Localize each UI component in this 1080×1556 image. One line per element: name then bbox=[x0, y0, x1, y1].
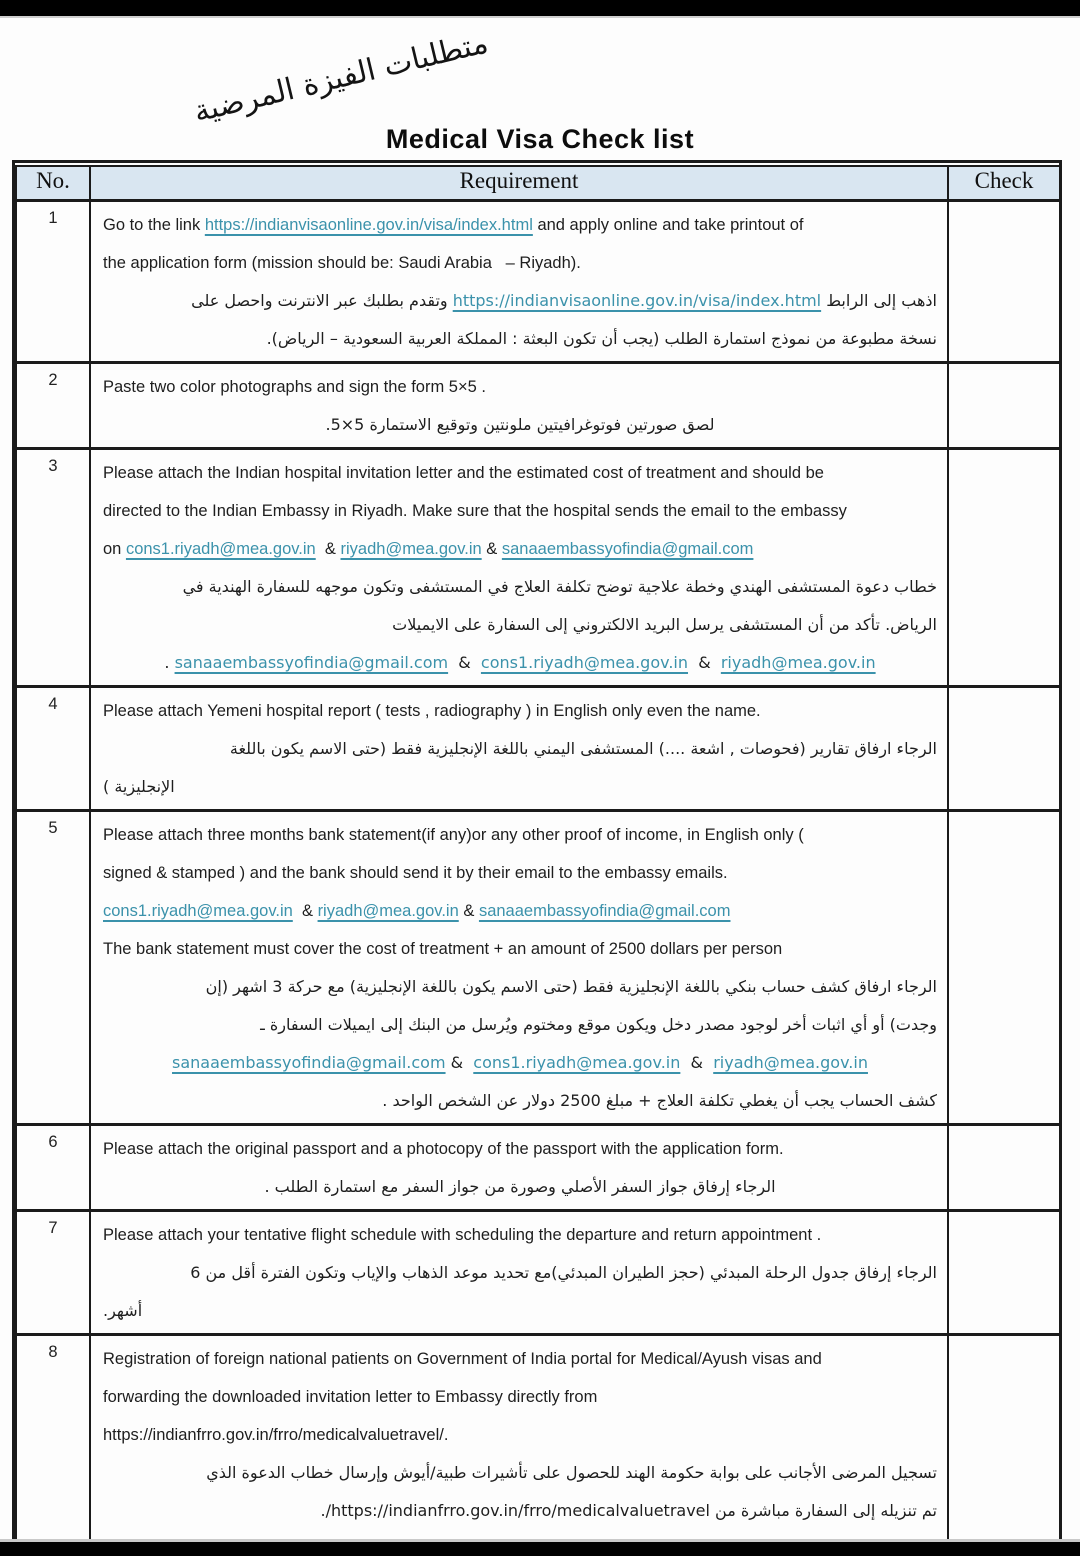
requirement-line-en bbox=[103, 892, 937, 930]
row-number: 6 bbox=[16, 1124, 90, 1210]
text-run: & bbox=[292, 901, 318, 920]
email-link[interactable]: cons1.riyadh@mea.gov.in bbox=[480, 652, 689, 672]
text-run: كشف الحساب يجب أن يغطي تكلفة العلاج + مبلغ 2500 دولار عن الشخص الواحد . bbox=[382, 1090, 937, 1110]
check-cell bbox=[948, 1124, 1060, 1210]
text-run: Paste two color photographs and sign the form 5×5 . bbox=[103, 377, 486, 396]
check-cell bbox=[948, 1210, 1060, 1334]
text-run: on bbox=[103, 539, 126, 558]
text-run: The bank statement must cover the cost of treatment + an amount of 2500 dollars per person bbox=[103, 939, 783, 958]
text-run: & bbox=[688, 652, 721, 672]
requirement-line-ar bbox=[103, 768, 937, 806]
email-link[interactable]: riyadh@mea.gov.in bbox=[317, 901, 459, 920]
text-run: & bbox=[680, 1052, 714, 1072]
email-link[interactable]: cons1.riyadh@mea.gov.in bbox=[103, 901, 293, 920]
check-cell bbox=[948, 686, 1060, 810]
requirement-line-ar bbox=[103, 320, 937, 358]
text-run: and apply online and take printout of bbox=[532, 215, 804, 234]
checklist-table bbox=[15, 165, 1061, 1556]
requirement-cell bbox=[90, 1210, 948, 1334]
requirement-line-en bbox=[103, 492, 937, 530]
email-link[interactable]: riyadh@mea.gov.in bbox=[713, 1052, 868, 1072]
text-run: تم تنزيله إلى السفارة مباشرة من https://indianfrro.gov.in/frro/medicalvaluetravel/. bbox=[320, 1500, 937, 1520]
header-no: No. bbox=[16, 166, 90, 200]
requirement-line-ar bbox=[103, 1044, 937, 1082]
text-run: الرجاء إرفاق جواز السفر الأصلي وصورة من جواز السفر مع استمارة الطلب . bbox=[264, 1176, 776, 1196]
requirement-line-en bbox=[103, 368, 937, 406]
requirement-cell bbox=[90, 448, 948, 686]
requirement-line-en bbox=[103, 854, 937, 892]
table-row bbox=[16, 200, 1060, 362]
requirement-line-ar bbox=[103, 730, 937, 768]
text-run: لصق صورتين فوتوغرافيتين ملونتين وتوقيع الاستمارة 5×5. bbox=[325, 414, 715, 434]
requirement-line-ar bbox=[103, 1454, 937, 1492]
requirement-cell bbox=[90, 200, 948, 362]
text-run: الرجاء إرفاق جدول الرحلة المبدئي (حجز الطيران المبدئي)مع تحديد موعد الذهاب والإياب وتكون الفترة أقل من 6 bbox=[190, 1262, 937, 1282]
requirement-line-en bbox=[103, 530, 937, 568]
url-link[interactable]: https://indianvisaonline.gov.in/visa/index.html bbox=[452, 290, 822, 310]
checklist-table-frame bbox=[12, 160, 1062, 1556]
row-number: 1 bbox=[16, 200, 90, 362]
text-run: & bbox=[315, 539, 341, 558]
requirement-line-ar bbox=[103, 644, 937, 682]
text-run: الرياض. تأكد من أن المستشفى يرسل البريد الالكتروني إلى السفارة على الايميلات bbox=[392, 614, 937, 634]
requirement-cell bbox=[90, 810, 948, 1124]
requirement-line-ar bbox=[103, 606, 937, 644]
text-run: الرجاء ارفاق كشف حساب بنكي باللغة الإنجليزية فقط (حتى الاسم يكون باللغة الإنجليزية) مع حركة 3 اشهر (إن bbox=[205, 976, 937, 996]
table-row bbox=[16, 448, 1060, 686]
table-row bbox=[16, 1210, 1060, 1334]
requirement-line-ar bbox=[103, 1082, 937, 1120]
requirement-line-en bbox=[103, 1130, 937, 1168]
text-run: اذهب إلى الرابط bbox=[821, 290, 937, 310]
requirement-line-ar bbox=[103, 1168, 937, 1206]
requirement-line-ar bbox=[103, 1292, 937, 1330]
requirement-line-ar bbox=[103, 406, 937, 444]
table-row bbox=[16, 1124, 1060, 1210]
text-run: Please attach your tentative flight schedule with scheduling the departure and return appointment . bbox=[103, 1225, 822, 1244]
text-run: https://indianfrro.gov.in/frro/medicalvaluetravel/. bbox=[103, 1425, 449, 1444]
text-run: Please attach three months bank statement(if any)or any other proof of income, in English only ( bbox=[103, 825, 804, 844]
text-run: الرجاء ارفاق تقارير (فحوصات , اشعة ....) المستشفى اليمني باللغة الإنجليزية فقط (حتى الاسم يكون باللغة bbox=[229, 738, 937, 758]
table-header bbox=[16, 166, 1060, 200]
text-run: directed to the Indian Embassy in Riyadh. Make sure that the hospital sends the email to the embassy bbox=[103, 501, 847, 520]
requirement-line-ar bbox=[103, 568, 937, 606]
table-row bbox=[16, 362, 1060, 448]
requirement-line-en bbox=[103, 244, 937, 282]
email-link[interactable]: sanaaembassyofindia@gmail.com bbox=[501, 539, 754, 558]
text-run: أشهر. bbox=[103, 1300, 143, 1320]
text-run: & bbox=[481, 539, 502, 558]
requirement-line-en bbox=[103, 206, 937, 244]
text-run: signed & stamped ) and the bank should send it by their email to the embassy emails. bbox=[103, 863, 728, 882]
email-link[interactable]: riyadh@mea.gov.in bbox=[340, 539, 482, 558]
row-number: 7 bbox=[16, 1210, 90, 1334]
check-cell bbox=[948, 362, 1060, 448]
page-title: Medical Visa Check list bbox=[385, 124, 695, 154]
text-run: خطاب دعوة المستشفى الهندي وخطة علاجية توضح تكلفة العلاج في المستشفى وتكون موجهه للسفارة الهندية في bbox=[182, 576, 937, 596]
text-run: & bbox=[448, 652, 481, 672]
row-number: 4 bbox=[16, 686, 90, 810]
text-run: وتقدم بطلبك عبر الانترنت واحصل على bbox=[191, 290, 453, 310]
text-run: وجدت) أو أي اثبات أخر لوجود مصدر دخل ويكون موقع ومختوم ويُرسل من البنك إلى ايميلات السفارة ـ bbox=[260, 1014, 937, 1034]
arabic-rotated-title: متطلبات الفيزة المرضية bbox=[190, 25, 492, 130]
requirement-line-ar bbox=[103, 968, 937, 1006]
title-zone bbox=[0, 18, 1080, 178]
header-check: Check bbox=[948, 166, 1060, 200]
row-number: 2 bbox=[16, 362, 90, 448]
text-run: forwarding the downloaded invitation letter to Embassy directly from bbox=[103, 1387, 598, 1406]
requirement-line-en bbox=[103, 454, 937, 492]
requirement-cell bbox=[90, 1124, 948, 1210]
requirement-cell bbox=[90, 686, 948, 810]
requirement-cell bbox=[90, 1334, 948, 1556]
email-link[interactable]: sanaaembassyofindia@gmail.com bbox=[478, 901, 731, 920]
bottom-black-bar bbox=[0, 1542, 1080, 1556]
text-run: Please attach the Indian hospital invitation letter and the estimated cost of treatment and should be bbox=[103, 463, 824, 482]
email-link[interactable]: riyadh@mea.gov.in bbox=[720, 652, 876, 672]
row-number: 3 bbox=[16, 448, 90, 686]
email-link[interactable]: cons1.riyadh@mea.gov.in bbox=[473, 1052, 681, 1072]
text-run: . bbox=[164, 652, 175, 672]
requirement-line-ar bbox=[103, 1254, 937, 1292]
email-link[interactable]: sanaaembassyofindia@gmail.com bbox=[172, 1052, 446, 1072]
email-link[interactable]: sanaaembassyofindia@gmail.com bbox=[174, 652, 449, 672]
text-run: Please attach the original passport and a photocopy of the passport with the application form. bbox=[103, 1139, 784, 1158]
requirement-line-ar bbox=[103, 282, 937, 320]
check-cell bbox=[948, 1334, 1060, 1556]
requirement-cell bbox=[90, 362, 948, 448]
text-run: & bbox=[445, 1052, 474, 1072]
table-row bbox=[16, 686, 1060, 810]
table-row bbox=[16, 810, 1060, 1124]
url-link[interactable]: https://indianvisaonline.gov.in/visa/index.html bbox=[204, 215, 533, 234]
text-run: Please attach Yemeni hospital report ( tests , radiography ) in English only even the name. bbox=[103, 701, 761, 720]
text-run: تسجيل المرضى الأجانب على بوابة حكومة الهند للحصول على تأشيرات طبية/أيوش وإرسال خطاب الدعوة الذي bbox=[206, 1462, 937, 1482]
table-row bbox=[16, 1334, 1060, 1556]
check-cell bbox=[948, 810, 1060, 1124]
requirement-line-en bbox=[103, 1378, 937, 1416]
email-link[interactable]: cons1.riyadh@mea.gov.in bbox=[125, 539, 316, 558]
text-run: Go to the link bbox=[103, 215, 205, 234]
requirement-line-en bbox=[103, 816, 937, 854]
text-run: نسخة مطبوعة من نموذج استمارة الطلب (يجب أن تكون البعثة : المملكة العربية السعودية – الرياض). bbox=[266, 328, 937, 348]
text-run: Registration of foreign national patients on Government of India portal for Medical/Ayush visas and bbox=[103, 1349, 822, 1368]
text-run: the application form (mission should be: Saudi Arabia – Riyadh). bbox=[103, 253, 581, 272]
row-number: 8 bbox=[16, 1334, 90, 1556]
check-cell bbox=[948, 448, 1060, 686]
requirement-line-ar bbox=[103, 1006, 937, 1044]
text-run: & bbox=[458, 901, 479, 920]
requirement-line-en bbox=[103, 1216, 937, 1254]
header-requirement: Requirement bbox=[90, 166, 948, 200]
requirement-line-en bbox=[103, 692, 937, 730]
row-number: 5 bbox=[16, 810, 90, 1124]
requirement-line-ar bbox=[103, 1492, 937, 1530]
requirement-line-en bbox=[103, 1340, 937, 1378]
checklist-body bbox=[16, 200, 1060, 1556]
requirement-line-en bbox=[103, 1416, 937, 1454]
text-run: الإنجليزية ) bbox=[103, 776, 175, 796]
requirement-line-en bbox=[103, 930, 937, 968]
check-cell bbox=[948, 200, 1060, 362]
